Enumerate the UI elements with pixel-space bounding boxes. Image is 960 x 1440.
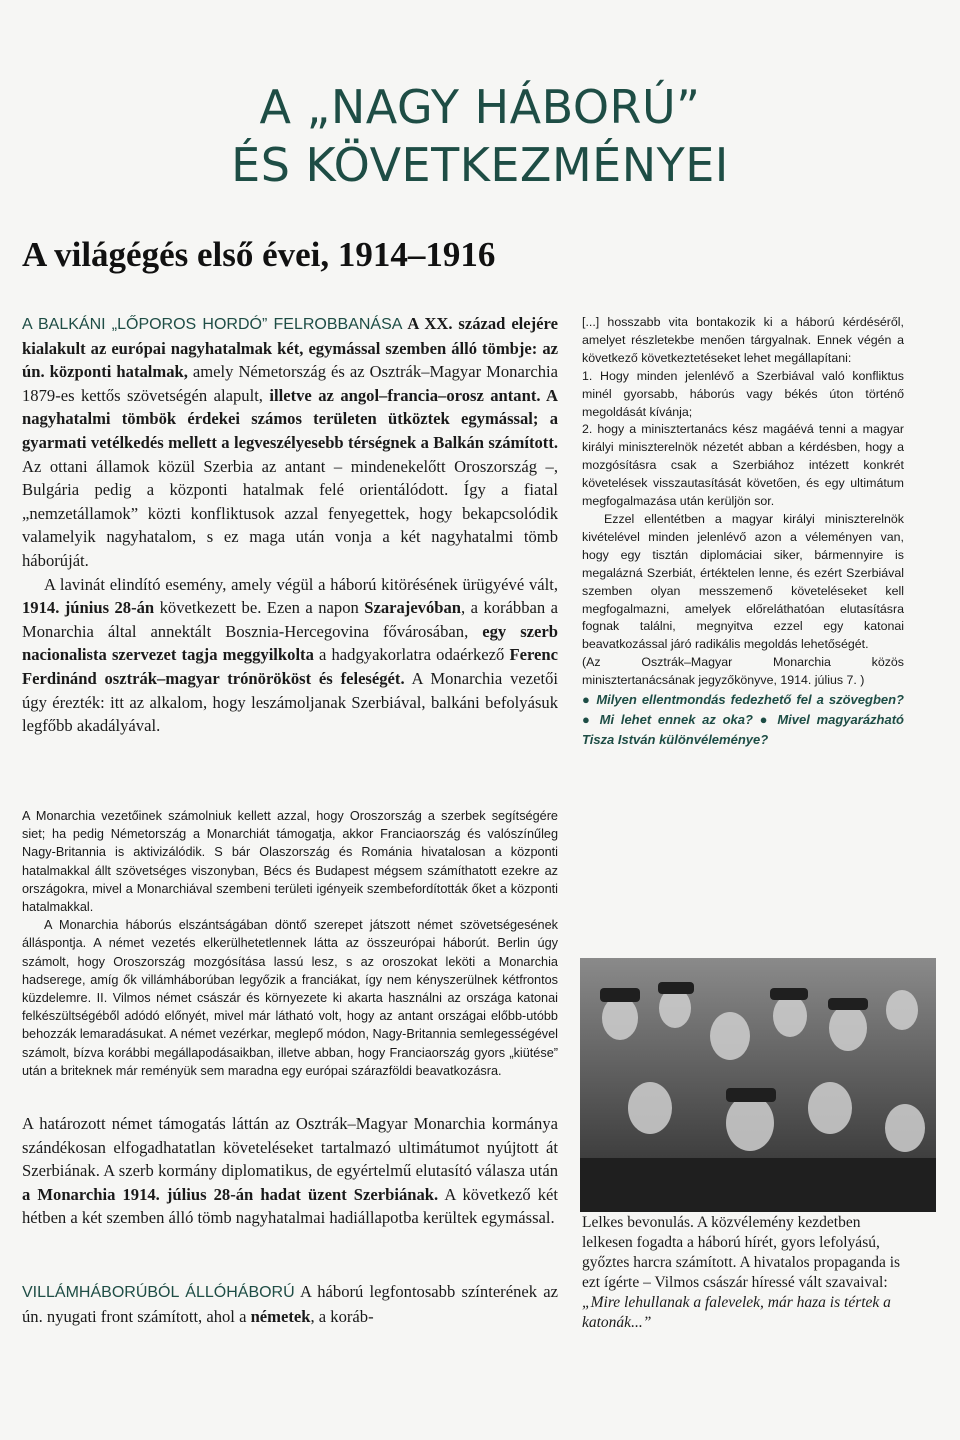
text: , a koráb- bbox=[310, 1306, 374, 1326]
main-column-section3 bbox=[22, 1280, 558, 1328]
bold-text: A XX. század elejére kialakult az európai nagyhatalmak két, egymással szemben álló tömbje: az ún. központi hatalmak, bbox=[22, 314, 558, 382]
photo-illustration bbox=[580, 958, 936, 1212]
text: A határozott német támogatás láttán az Osztrák–Magyar Monarchia kormánya szándékosan elfogadhatatlan követeléseket tartalmazó ultimátumot nyújtott át Szerbiának. A szerb kormány diplomatikus, de egyértelmű elutasító válasza után bbox=[22, 1114, 558, 1181]
caption-text: Lelkes bevonulás. A közvélemény kezdetben lelkesen fogadta a háború hírét, gyors lefolyású, győztes harcra számított. A hivatalos propaganda is ezt ígérte – Vilmos császár híressé vált szavaival: bbox=[582, 1214, 901, 1291]
bold-text: 1914. június 28-án bbox=[22, 598, 155, 618]
quote-paragraph: Ezzel ellentétben a magyar királyi miniszterelnök kivételével minden jelenlévő azon a véleményen van, hogy egy tisztán diplomáciai siker, bármennyire is megalázná Szerbiát, értéktelen lenne, és ezért Szerbiával szemben olyan messzemenő követeléseket kell megfogalmazni, amelyek előreláthatóan elutasításra fognak találni, megnyitva ezzel egy katonai beavatkozással járó radikális megoldás lehetőségét. bbox=[582, 511, 904, 652]
caption-quote: „Mire lehullanak a falevelek, már haza is tértek a katonák...” bbox=[582, 1294, 891, 1331]
paragraph-1 bbox=[22, 312, 558, 573]
section-lead: A BALKÁNI „LŐPOROS HORDÓ” FELROBBANÁSA bbox=[22, 316, 403, 333]
text: A háború legfontosabb színterének az ún. nyugati front számított, ahol a bbox=[22, 1282, 558, 1326]
small-paragraph-2: A Monarchia háborús elszántságában döntő szerepet játszott német szövetségesének álláspontja. A német vezetés elkerülhetetlennek látta az összeurópai háborút. Berlin úgy számolt, hogy Oroszország mozgósítása lassú lesz, s az oroszokat leköti a Monarchia hadserege, amíg ők villámháborúban legyőzik a franciákat, így nem kényszerülnek kétfrontos küzdelemre. II. Vilmos német császár és környezete ki akarta használni az országa katonai felkészültségéből adódó előnyét, mivel már látható volt, hogy az antant országai előbb-utóbb behozzák lemaradásukat. A német vezérkar, meglepő módon, Nagy-Britannia semlegességével számolt, bízva korábbi megállapodásaikban, illetve abban, hogy Franciaország gyors „kiütése” után a briteknek már reményük sem maradna egy európai szárazföldi beavatkozásra. bbox=[22, 918, 558, 1078]
small-text-block bbox=[22, 807, 558, 1080]
text: amely Németország és az Osztrák–Magyar Monarchia 1879-es kettős szövetségén alapult, bbox=[22, 362, 558, 405]
text: A következő két hétben a két szemben álló tömb nagyhatalmai hadiállapotba kerültek egymással. bbox=[22, 1184, 559, 1228]
text: Az ottani államok közül Szerbia az antant – mindenekelőtt Oroszország –, Bulgária pedig a központi hatalmak felé orientálódott. Így a fiatal „nemzetállamok” közti konfliktusok azzal fenyegettek, hogy bekapcsolódik valamelyik nagyhatalom, s ez maga után vonja a két nagyhatalmi tömb háborúját. bbox=[22, 456, 558, 570]
small-paragraph-1: A Monarchia vezetőinek számolniuk kellett azzal, hogy Oroszország a szerbek segítségére siet; ha pedig Németország a Monarchiát támogatja, akkor Franciaország és valószínűleg Nagy-Britannia is aktivizálódik. S bár Olaszország és Románia hivatalosan a központi hatalmakkal állt szövetséges viszonyban, Bécs és Budapest mégsem számíthatott ezekre az országokra, mivel a Monarchiával szembeni területi igényeik szembefordították őket a központi hatalmakkal. bbox=[22, 809, 558, 915]
bold-text: egy szerb nacionalista szervezet tagja meggyilkolta bbox=[22, 621, 558, 665]
source-quote-box bbox=[582, 314, 904, 750]
paragraph-2 bbox=[22, 573, 558, 738]
photo-caption bbox=[582, 1213, 908, 1333]
text: A lavinát elindító esemény, amely végül a háború kitörésének ürügyévé vált, bbox=[44, 574, 558, 594]
bold-text: németek bbox=[250, 1306, 311, 1326]
paragraph-3 bbox=[22, 1112, 558, 1230]
bold-text: Szarajevóban bbox=[364, 598, 462, 618]
main-column-section2 bbox=[22, 1112, 558, 1230]
bold-text: illetve az angol–francia–orosz antant. A nagyhatalmi tömbök érdekei számos területen ütköztek egymással; a gyarmati vetélkedés mellett a legveszélyesebb térségnek a Balkán számított. bbox=[22, 385, 559, 452]
bold-text: a Monarchia 1914. július 28-án hadat üzent Szerbiának. bbox=[22, 1184, 439, 1204]
questions: ● Milyen ellentmondás fedezhető fel a szövegben? ● Mi lehet ennek az oka? ● Mivel magyarázható Tisza István különvéleménye? bbox=[582, 692, 904, 748]
paragraph-4 bbox=[22, 1280, 558, 1328]
quote-paragraph: [...] hosszabb vita bontakozik ki a háború kérdéséről, amelyet részletekbe menően tárgyalnak. Ennek végén a következő következtetéseket lehet megállapítani: bbox=[582, 315, 904, 365]
text: , a korábban a Monarchia által annektált Bosznia-Hercegovina fővárosában, bbox=[22, 598, 558, 641]
chapter-title-line2: ÉS KÖVETKEZMÉNYEI bbox=[231, 138, 729, 192]
chapter-title bbox=[0, 78, 960, 194]
bold-text: Ferenc Ferdinánd osztrák–magyar trónörököst és feleségét. bbox=[22, 645, 558, 688]
main-column-section1 bbox=[22, 312, 558, 738]
chapter-title-line1: A „NAGY HÁBORÚ” bbox=[259, 80, 701, 134]
quote-paragraph: 1. Hogy minden jelenlévő a Szerbiával való konfliktus minél gyorsabb, háborús vagy békés úton történő megoldását kívánja; bbox=[582, 368, 904, 419]
section-subtitle: A világégés első évei, 1914–1916 bbox=[22, 235, 496, 274]
text: következett be. Ezen a napon bbox=[154, 598, 365, 618]
quote-paragraph: 2. hogy a minisztertanács kész magáévá tenni a magyar királyi miniszterelnök nézetét abban a kérdésben, hogy a mozgósításra csak a Szerbiához intézett konkrét követelések visszautasítását követően, és egy ultimátum megfogalmazása után kerüljön sor. bbox=[582, 422, 904, 509]
section-lead: VILLÁMHÁBORÚBÓL ÁLLÓHÁBORÚ bbox=[22, 1284, 295, 1301]
quote-source: (Az Osztrák–Magyar Monarchia közös minisztertanácsának jegyzőkönyve, 1914. július 7. ) bbox=[582, 655, 904, 688]
text: a hadgyakorlatra odaérkező bbox=[313, 645, 510, 665]
soldiers-photo bbox=[580, 958, 936, 1212]
text: A Monarchia vezetői úgy érezték: itt az alkalom, hogy leszámoljanak Szerbiával, balkáni befolyásuk legfőbb akadályával. bbox=[22, 668, 558, 736]
